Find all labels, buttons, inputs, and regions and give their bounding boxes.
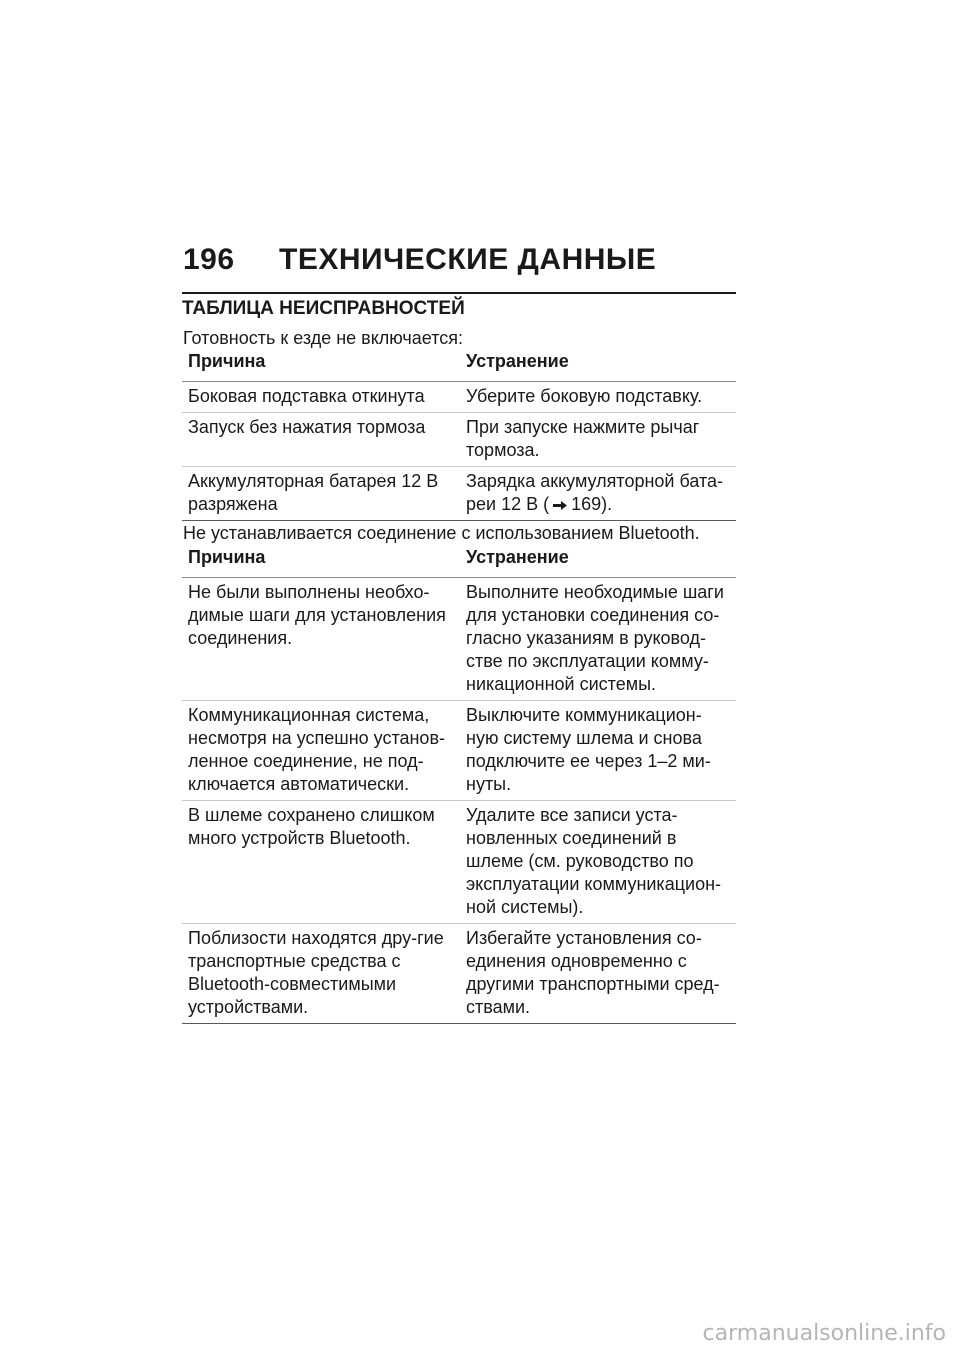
problem-title: Не устанавливается соединение с использованием Bluetooth. (183, 523, 700, 543)
page-number: 196 (183, 243, 235, 276)
fix-cell: Выключите коммуникацион-ную систему шлема и снова подключите ее через 1–2 ми-нуты. (460, 701, 736, 801)
table-row (182, 467, 736, 521)
page-reference-link[interactable]: 169). (571, 494, 613, 514)
cause-cell: Поблизости находятся дру-гие транспортные средства с Bluetooth-совместимыми устройствами. (182, 924, 460, 1024)
fix-cell: При запуске нажмите рычаг тормоза. (460, 413, 736, 467)
section-title: ТАБЛИЦА НЕИСПРАВНОСТЕЙ (182, 292, 736, 320)
cause-cell: Не были выполнены необхо-димые шаги для установления соединения. (182, 578, 460, 701)
fault-table (182, 541, 736, 1024)
cause-cell: Коммуникационная система, несмотря на успешно установ-ленное соединение, не под-ключается автоматически. (182, 701, 460, 801)
table-row (182, 382, 736, 413)
cause-cell: В шлеме сохранено слишком много устройств Bluetooth. (182, 801, 460, 924)
fix-cell: Выполните необходимые шаги для установки соединения со-гласно указаниям в руковод-стве по эксплуатации комму-никационной системы. (460, 578, 736, 701)
fix-text: Зарядка аккумуляторной бата-реи 12 В ( (466, 471, 724, 514)
table-row (182, 801, 736, 924)
column-header-fix: Устранение (460, 345, 736, 382)
table-row (182, 578, 736, 701)
column-header-cause: Причина (182, 345, 460, 382)
fix-cell: Избегайте установления со-единения одновременно с другими транспортными сред-ствами. (460, 924, 736, 1024)
table-header-row (182, 541, 736, 578)
watermark: carmanualsonline.info (702, 1321, 946, 1346)
cause-cell: Аккумуляторная батарея 12 В разряжена (182, 467, 460, 521)
column-header-fix: Устранение (460, 541, 736, 578)
fault-table (182, 345, 736, 521)
fix-cell: Удалите все записи уста-новленных соединений в шлеме (см. руководство по эксплуатации коммуникацион-ной системы). (460, 801, 736, 924)
chapter-title: ТЕХНИЧЕСКИЕ ДАННЫЕ (279, 243, 657, 276)
page-header (183, 243, 656, 277)
table-header-row (182, 345, 736, 382)
cause-cell: Запуск без нажатия тормоза (182, 413, 460, 467)
fix-cell: Уберите боковую подставку. (460, 382, 736, 413)
cause-cell: Боковая подставка откинута (182, 382, 460, 413)
table-row (182, 924, 736, 1024)
table-row (182, 701, 736, 801)
problem-title: Готовность к езде не включается: (183, 328, 464, 348)
column-header-cause: Причина (182, 541, 460, 578)
table-row (182, 413, 736, 467)
arrow-reference-icon (553, 501, 567, 510)
fix-cell (460, 467, 736, 521)
